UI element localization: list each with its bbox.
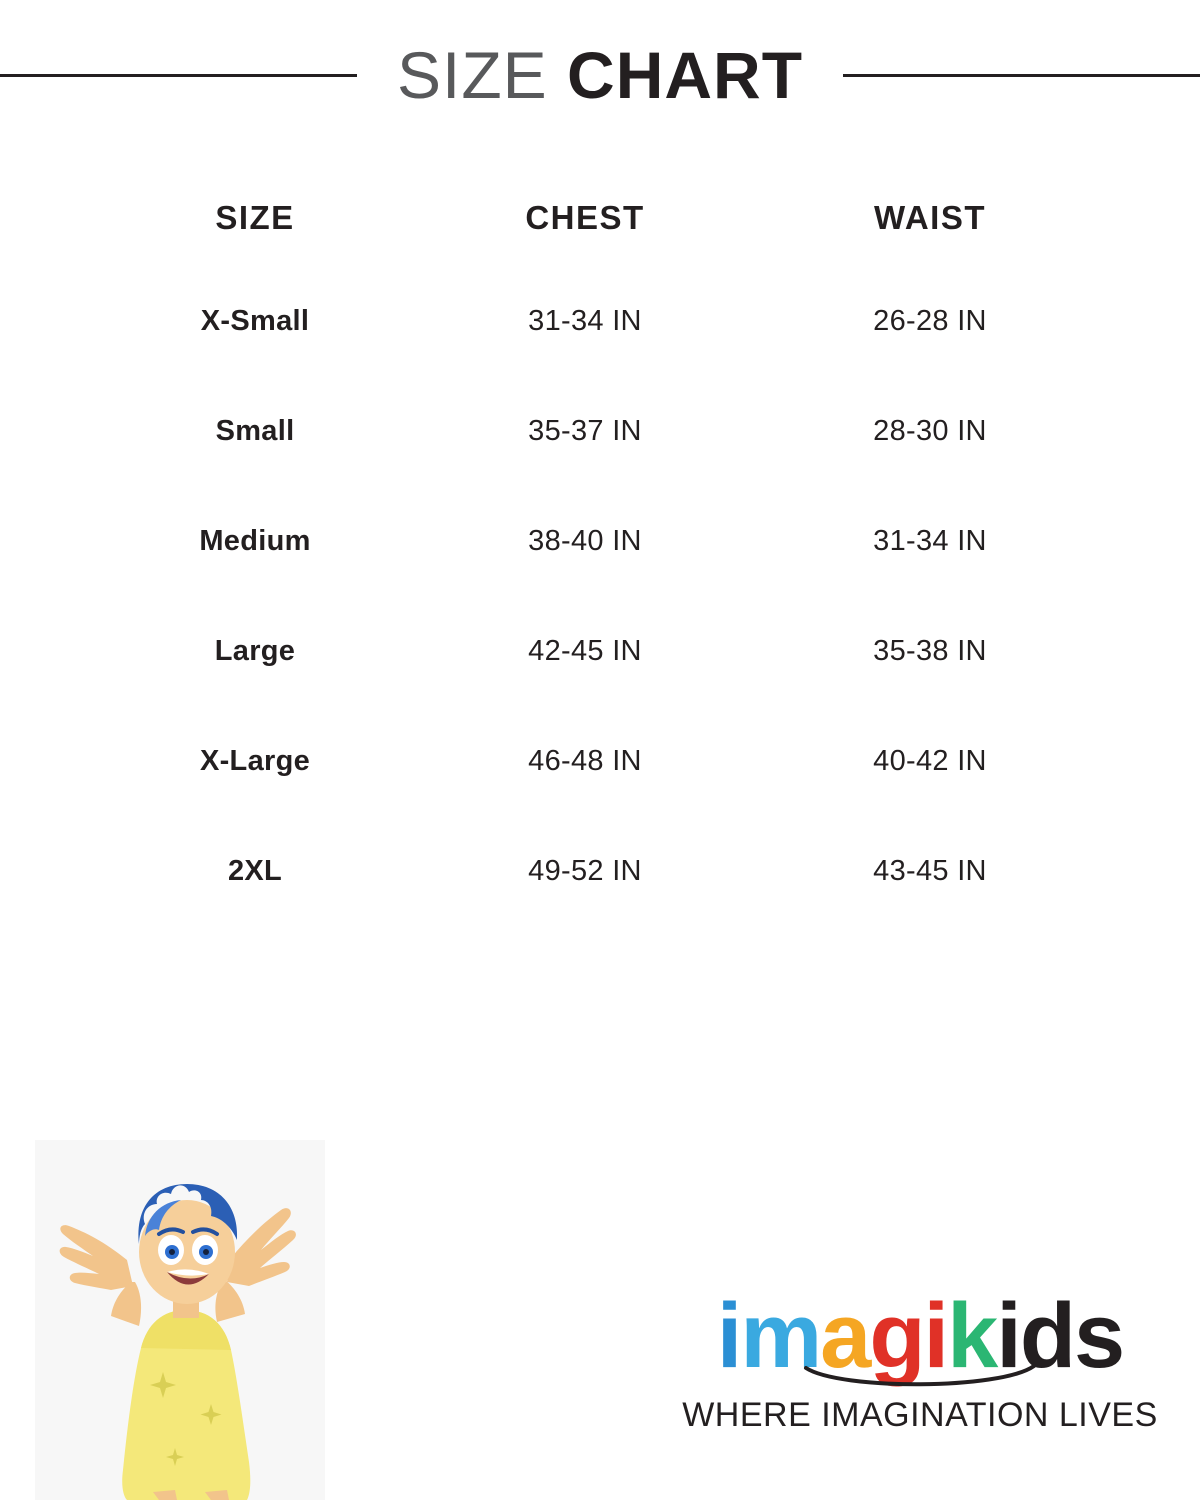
page-title-chart: CHART [567,38,804,112]
logo-letter-i3: i [996,1285,1020,1387]
cell-size: X-Large [199,744,311,777]
table-row [90,376,1110,486]
cell-size: Medium [199,524,311,557]
table-header-row [90,170,1110,266]
table-row [90,706,1110,816]
cell-waist: 28-30 IN [873,414,987,447]
cell-size: 2XL [227,854,283,887]
logo-letter-m: m [740,1285,821,1387]
table-row [90,486,1110,596]
logo-letter-g: g [869,1285,924,1387]
joy-character-svg [35,1140,325,1500]
logo-letter-i: i [716,1285,741,1387]
cell-size: X-Small [200,304,310,337]
cell-chest: 38-40 IN [528,524,642,557]
cell-chest: 42-45 IN [528,634,642,667]
cell-size: Large [214,634,296,667]
logo-tagline: WHERE IMAGINATION LIVES [682,1396,1158,1434]
header-rule-left [0,74,357,77]
cell-chest: 35-37 IN [528,414,642,447]
page-title-size: SIZE [397,38,548,112]
cell-chest: 31-34 IN [528,304,642,337]
size-chart-table [90,170,1110,926]
page-header [0,40,1200,110]
cell-chest: 49-52 IN [528,854,642,887]
logo-letter-d: d [1019,1285,1075,1387]
cell-waist: 31-34 IN [873,524,987,557]
brand-logo [660,1285,1180,1435]
table-row [90,266,1110,376]
cell-chest: 46-48 IN [528,744,642,777]
logo-letter-s: s [1074,1285,1124,1387]
table-row [90,816,1110,926]
column-header-waist: WAIST [874,199,986,236]
cell-waist: 35-38 IN [873,634,987,667]
column-header-chest: CHEST [525,199,645,236]
page-title [397,38,804,112]
cell-waist: 26-28 IN [873,304,987,337]
cell-waist: 40-42 IN [873,744,987,777]
table-row [90,596,1110,706]
joy-character-illustration [35,1140,325,1500]
logo-smile-swoosh [660,1364,1180,1390]
column-header-size: SIZE [215,199,295,236]
logo-letter-i2: i [923,1285,948,1387]
logo-letter-k: k [947,1285,997,1387]
cell-waist: 43-45 IN [873,854,987,887]
header-rule-right [843,74,1200,77]
cell-size: Small [215,414,295,447]
logo-letter-a: a [820,1285,870,1387]
